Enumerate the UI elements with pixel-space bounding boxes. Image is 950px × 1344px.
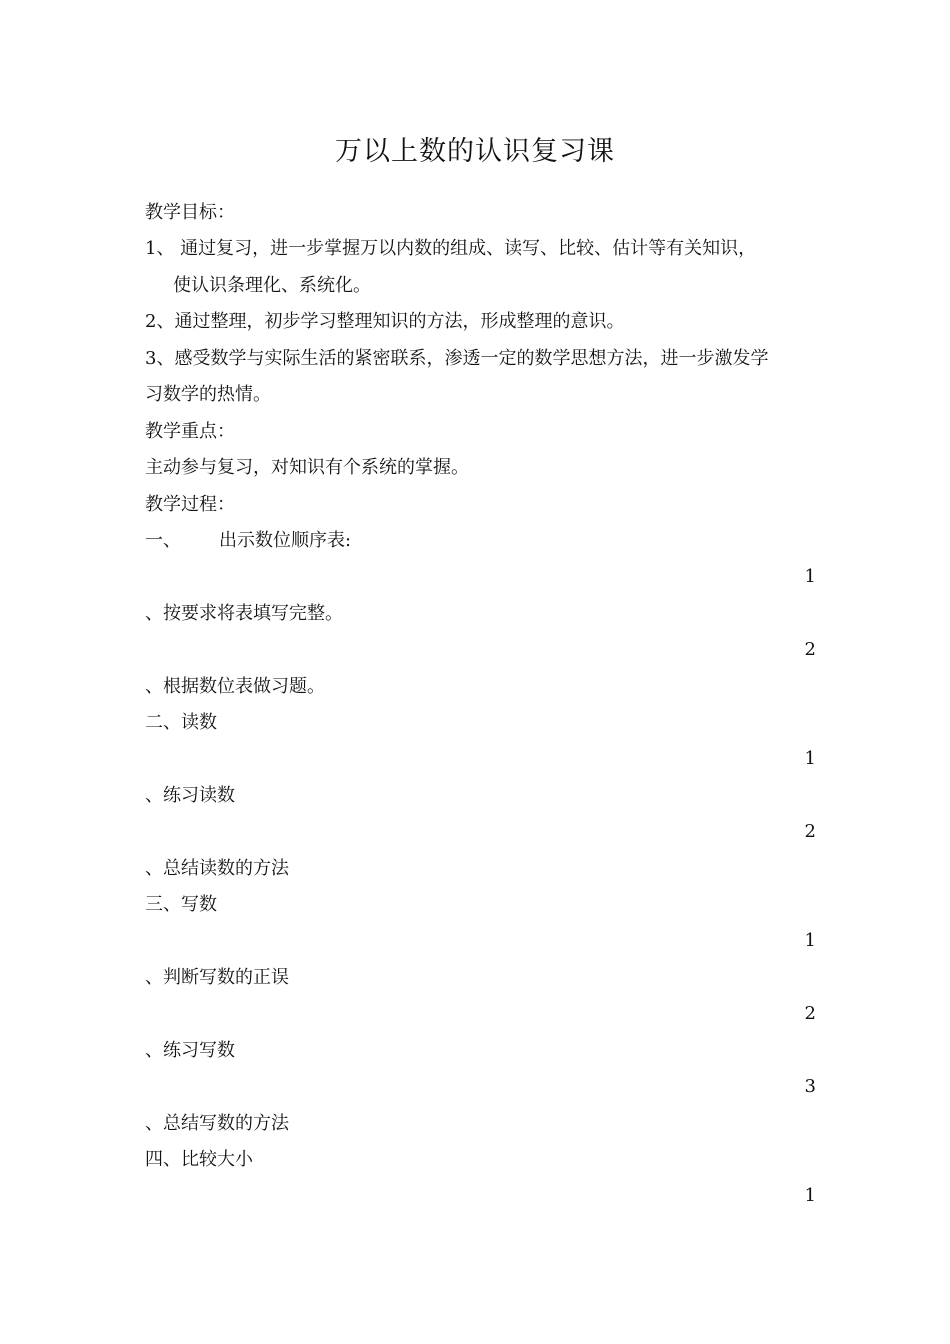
list-item: 、总结读数的方法 (145, 858, 289, 879)
item-number: 1 (804, 1185, 816, 1206)
list-item: 、按要求将表填写完整。 (145, 603, 343, 624)
item-number: 1 (804, 930, 816, 951)
item-number: 2 (804, 1003, 816, 1024)
objective-1-line-2: 使认识条理化、系统化。 (173, 275, 371, 296)
item-number: 1 (804, 566, 816, 587)
list-item: 、判断写数的正误 (145, 967, 289, 988)
section-4-heading: 四、比较大小 (145, 1149, 253, 1170)
section-1-text: 出示数位顺序表: (219, 530, 352, 551)
objective-3-line-1: 3、感受数学与实际生活的紧密联系，渗透一定的数学思想方法，进一步激发学 (145, 348, 769, 369)
document-title: 万以上数的认识复习课 (335, 136, 615, 167)
objective-2: 2、通过整理，初步学习整理知识的方法，形成整理的意识。 (145, 311, 625, 332)
item-number: 2 (804, 639, 816, 660)
item-number: 2 (804, 821, 816, 842)
section-2-heading: 二、读数 (145, 712, 217, 733)
list-item: 、总结写数的方法 (145, 1113, 289, 1134)
section-3-heading: 三、写数 (145, 894, 217, 915)
key-points-heading: 教学重点： (145, 421, 235, 442)
section-1-prefix: 一、 (145, 530, 181, 551)
process-heading: 教学过程： (145, 494, 235, 515)
objective-1-line-1: 1、 通过复习，进一步掌握万以内数的组成、读写、比较、估计等有关知识， (145, 238, 757, 259)
item-number: 1 (804, 748, 816, 769)
list-item: 、练习读数 (145, 785, 235, 806)
list-item: 、练习写数 (145, 1040, 235, 1061)
item-number: 3 (804, 1076, 816, 1097)
objectives-heading: 教学目标： (145, 202, 235, 223)
key-points-text: 主动参与复习，对知识有个系统的掌握。 (145, 457, 469, 478)
objective-3-line-2: 习数学的热情。 (145, 384, 271, 405)
list-item: 、根据数位表做习题。 (145, 676, 325, 697)
section-1-heading (145, 528, 351, 554)
